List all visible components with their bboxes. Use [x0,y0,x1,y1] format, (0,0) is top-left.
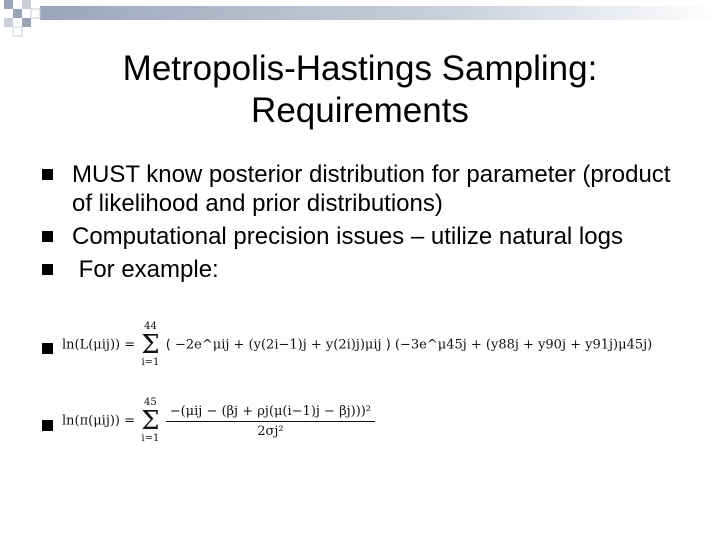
fraction-numerator: −(μij − (βj + ρj(μ(i−1)j − βj)))² [166,404,375,422]
bullet-text: Computational precision issues – utilize natural logs [72,223,623,250]
fraction [166,404,375,439]
header-bar [40,6,720,20]
bullet-square-icon [42,169,53,180]
bullet-square-icon [42,343,53,354]
summation-icon: 45 Σ i=1 [141,397,160,444]
bullet-text: MUST know posterior distribution for parameter (product of likelihood and prior distributions) [72,161,671,217]
log-prior-formula [62,398,375,444]
formula-body: −2e^μij + (y(2i−1)j + y(2i)j)μij [175,337,382,353]
bullet-item [42,255,692,284]
bullet-square-icon [42,420,53,431]
bullet-item [42,222,692,251]
bullet-square-icon [42,264,53,275]
formula-tail: (−3e^μ45j + (y88j + y90j + y91j)μ45j) [394,337,653,353]
formula-lhs: ln(L(μij)) = [62,337,136,353]
bullet-item [42,160,692,218]
slide-title: Metropolis-Hastings Sampling: Requirements [122,49,598,130]
bullet-list [42,160,692,284]
bullet-text: For example: [72,256,219,283]
formula-lhs: ln(π(μij)) = [62,413,136,429]
bullet-square-icon [42,231,53,242]
summation-icon: 44 Σ i=1 [141,321,160,368]
corner-decoration [0,0,720,40]
fraction-denominator: 2σj² [257,423,284,439]
log-likelihood-formula: ln(L(μij)) = 44 Σ i=1 ( −2e^μij + (y(2i−1)j + y(2i)j)μij ) (−3e^μ45j + (y88j + y90j + y91j)μ45j) [62,321,653,368]
